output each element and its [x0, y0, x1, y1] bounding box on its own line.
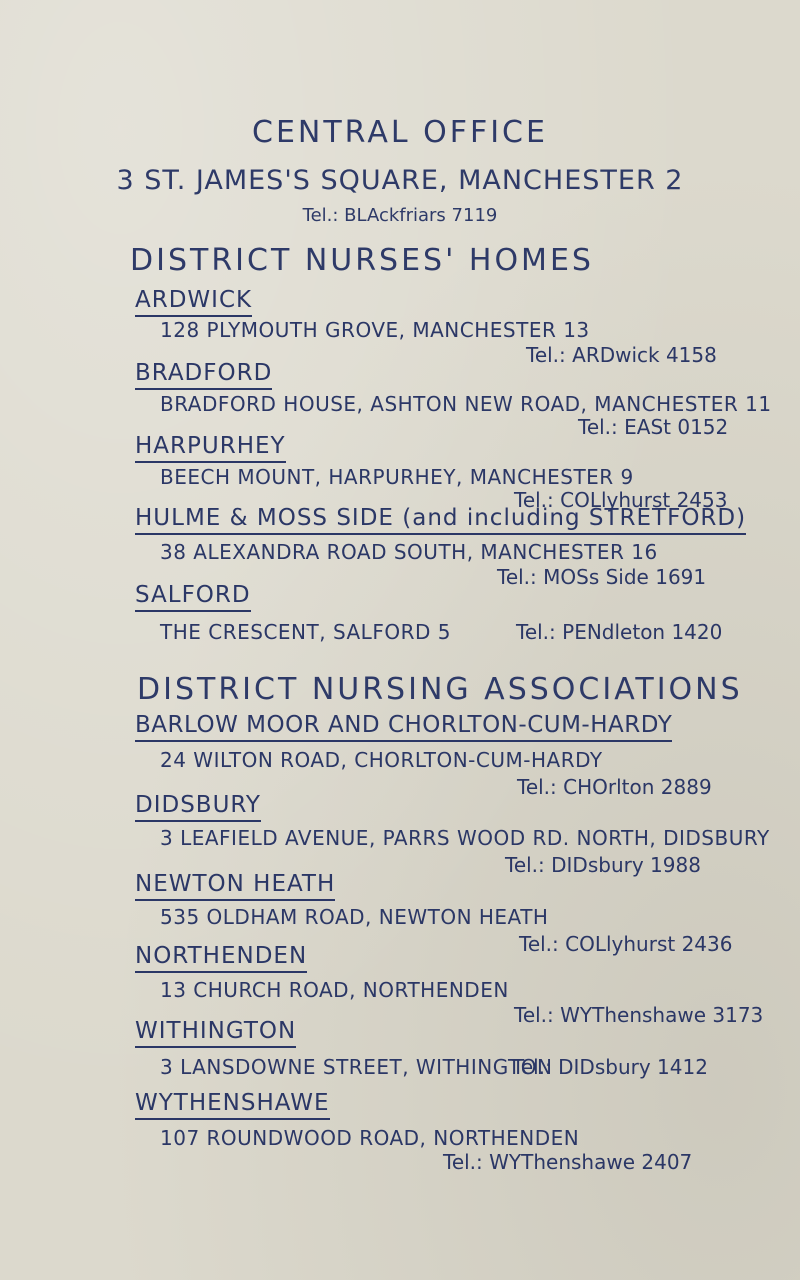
assoc-name-withington: WITHINGTON [135, 1018, 296, 1048]
assoc-tel-withington: Tel.: DIDsbury 1412 [512, 1055, 708, 1079]
home-address-bradford: BRADFORD HOUSE, ASHTON NEW ROAD, MANCHESTER 11 [160, 392, 772, 416]
home-tel-hulme-moss-side: Tel.: MOSs Side 1691 [497, 565, 707, 589]
home-tel-ardwick: Tel.: ARDwick 4158 [526, 343, 717, 367]
assoc-address-barlow-moor: 24 WILTON ROAD, CHORLTON-CUM-HARDY [160, 748, 603, 772]
assoc-address-didsbury: 3 LEAFIELD AVENUE, PARRS WOOD RD. NORTH, DIDSBURY [160, 826, 770, 850]
home-tel-harpurhey: Tel.: COLlyhurst 2453 [514, 488, 728, 512]
assoc-tel-newton-heath: Tel.: COLlyhurst 2436 [519, 932, 733, 956]
assoc-name-didsbury: DIDSBURY [135, 792, 261, 822]
home-name-harpurhey: HARPURHEY [135, 433, 286, 463]
home-tel-salford: Tel.: PENdleton 1420 [516, 620, 723, 644]
associations-section-title: DISTRICT NURSING ASSOCIATIONS [137, 672, 743, 707]
central-office-address: 3 ST. JAMES'S SQUARE, MANCHESTER 2 [116, 165, 684, 196]
assoc-name-wythenshawe: WYTHENSHAWE [135, 1090, 330, 1120]
homes-section-title: DISTRICT NURSES' HOMES [130, 243, 594, 278]
assoc-tel-wythenshawe: Tel.: WYThenshawe 2407 [443, 1150, 693, 1174]
assoc-address-withington: 3 LANSDOWNE STREET, WITHINGTON [160, 1055, 553, 1079]
assoc-address-northenden: 13 CHURCH ROAD, NORTHENDEN [160, 978, 509, 1002]
central-office-title: CENTRAL OFFICE [252, 115, 548, 150]
home-tel-bradford: Tel.: EASt 0152 [578, 415, 729, 439]
home-address-salford: THE CRESCENT, SALFORD 5 [160, 620, 451, 644]
home-address-hulme-moss-side: 38 ALEXANDRA ROAD SOUTH, MANCHESTER 16 [160, 540, 658, 564]
assoc-name-barlow-moor: BARLOW MOOR AND CHORLTON-CUM-HARDY [135, 712, 672, 742]
central-office-tel: Tel.: BLAckfriars 7119 [302, 205, 498, 226]
assoc-address-wythenshawe: 107 ROUNDWOOD ROAD, NORTHENDEN [160, 1126, 580, 1150]
assoc-tel-didsbury: Tel.: DIDsbury 1988 [505, 853, 701, 877]
assoc-tel-barlow-moor: Tel.: CHOrlton 2889 [517, 775, 712, 799]
assoc-name-northenden: NORTHENDEN [135, 943, 307, 973]
home-name-salford: SALFORD [135, 582, 251, 612]
home-name-bradford: BRADFORD [135, 360, 272, 390]
home-name-hulme-moss-side: HULME & MOSS SIDE (and including STRETFORD) [135, 505, 746, 535]
home-address-ardwick: 128 PLYMOUTH GROVE, MANCHESTER 13 [160, 318, 590, 342]
home-address-harpurhey: BEECH MOUNT, HARPURHEY, MANCHESTER 9 [160, 465, 634, 489]
assoc-tel-northenden: Tel.: WYThenshawe 3173 [514, 1003, 764, 1027]
assoc-address-newton-heath: 535 OLDHAM ROAD, NEWTON HEATH [160, 905, 549, 929]
home-name-ardwick: ARDWICK [135, 287, 252, 317]
assoc-name-newton-heath: NEWTON HEATH [135, 871, 335, 901]
